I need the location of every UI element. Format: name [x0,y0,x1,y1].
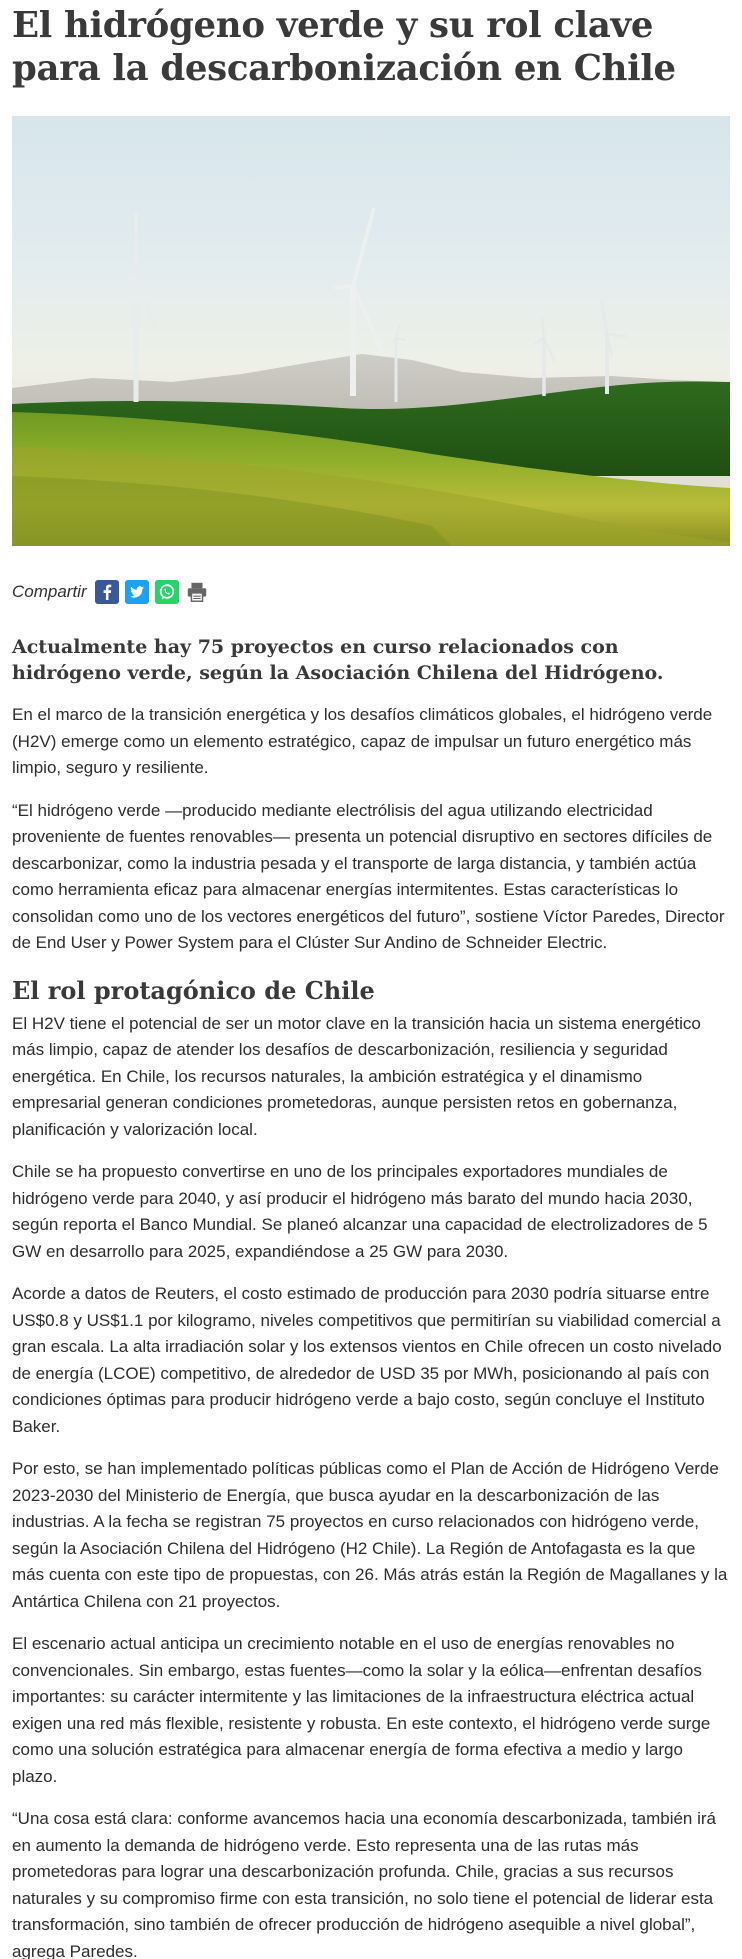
paragraph-intro-2-quote: “El hidrógeno verde —producido mediante electrólisis del agua utilizando electricidad proveniente de fuentes renovables— presenta un potencial disruptivo en sectores difíciles de descarbonizar, como la industria pesada y el transporte de larga distancia, y también actúa como herramienta eficaz para almacenar energías intermitentes. Estas características lo consolidan como uno de los vectores energéticos del futuro”, sostiene Víctor Paredes, Director de End User y Power System para el Clúster Sur Andino de Schneider Electric. [12,800,725,952]
share-label: Compartir [12,582,87,601]
paragraph-intro-1: En el marco de la transición energética y los desafíos climáticos globales, el hidrógeno verde (H2V) emerge como un elemento estratégico, capaz de impulsar un futuro energético más limpio, seguro y resiliente. [12,705,713,777]
article-lead: Actualmente hay 75 proyectos en curso relacionados con hidrógeno verde, según la Asociación Chilena del Hidrógeno. [12,636,664,684]
section-heading: El rol protagónico de Chile [12,975,375,1005]
paragraph-section-3: Acorde a datos de Reuters, el costo estimado de producción para 2030 podría situarse entre US$0.8 y US$1.1 por kilogramo, niveles competitivos que permitirían su viabilidad comercial a gran escala. La alta irradiación solar y los extensos vientos en Chile ofrecen un costo nivelado de energía (LCOE) competitivo, de alrededor de USD 35 por MWh, posicionando al país con condiciones óptimas para producir hidrógeno verde a bajo costo, según concluye el Instituto Baker. [12,1284,722,1436]
article-title: El hidrógeno verde y su rol clave para la descarbonización en Chile [12,5,676,89]
paragraph-section-2: Chile se ha propuesto convertirse en uno de los principales exportadores mundiales de hidrógeno verde para 2040, y así producir el hidrógeno más barato del mundo hacia 2030, según reporta el Banco Mundial. Se planeó alcanzar una capacidad de electrolizadores de 5 GW en desarrollo para 2025, expandiéndose a 25 GW para 2030. [12,1162,708,1261]
print-icon[interactable] [185,580,209,604]
twitter-icon[interactable] [125,580,149,604]
paragraph-section-4: Por esto, se han implementado políticas públicas como el Plan de Acción de Hidrógeno Verde 2023-2030 del Ministerio de Energía, que busca ayudar en la descarbonización de las industrias. A la fecha se registran 75 proyectos en curso relacionados con hidrógeno verde, según la Asociación Chilena del Hidrógeno (H2 Chile). La Región de Antofagasta es la que más cuenta con este tipo de propuestas, con 26. Más atrás están la Región de Magallanes y la Antártica Chilena con 21 proyectos. [12,1459,728,1611]
wind-farm-illustration [12,116,730,546]
hero-image-wind-turbines [12,116,730,546]
whatsapp-icon[interactable] [155,580,179,604]
paragraph-section-1: El H2V tiene el potencial de ser un motor clave en la transición hacia un sistema energético más limpio, capaz de atender los desafíos de descarbonización, resiliencia y seguridad energética. En Chile, los recursos naturales, la ambición estratégica y el dinamismo empresarial generan condiciones prometedoras, aunque persisten retos en gobernanza, planificación y valorización local. [12,1013,701,1139]
share-bar [12,576,730,608]
article-page [0,4,742,1959]
facebook-icon[interactable] [95,580,119,604]
paragraph-section-5: El escenario actual anticipa un crecimiento notable en el uso de energías renovables no convencionales. Sin embargo, estas fuentes—como la solar y la eólica—enfrentan desafíos importantes: su carácter intermitente y las limitaciones de la infraestructura eléctrica actual exigen una red más flexible, resistente y robusta. En este contexto, el hidrógeno verde surge como una solución estratégica para almacenar energía de forma efectiva a medio y largo plazo. [12,1634,711,1786]
paragraph-section-6-quote: “Una cosa está clara: conforme avancemos hacia una economía descarbonizada, también irá en aumento la demanda de hidrógeno verde. Esto representa una de las rutas más prometedoras para lograr una descarbonización profunda. Chile, gracias a sus recursos naturales y su compromiso firme con esta transición, no solo tiene el potencial de liderar esta transformación, sino también de ofrecer producción de hidrógeno asequible a nivel global”, agrega Paredes. [12,1809,716,1959]
wind-turbine-1 [120,212,155,402]
